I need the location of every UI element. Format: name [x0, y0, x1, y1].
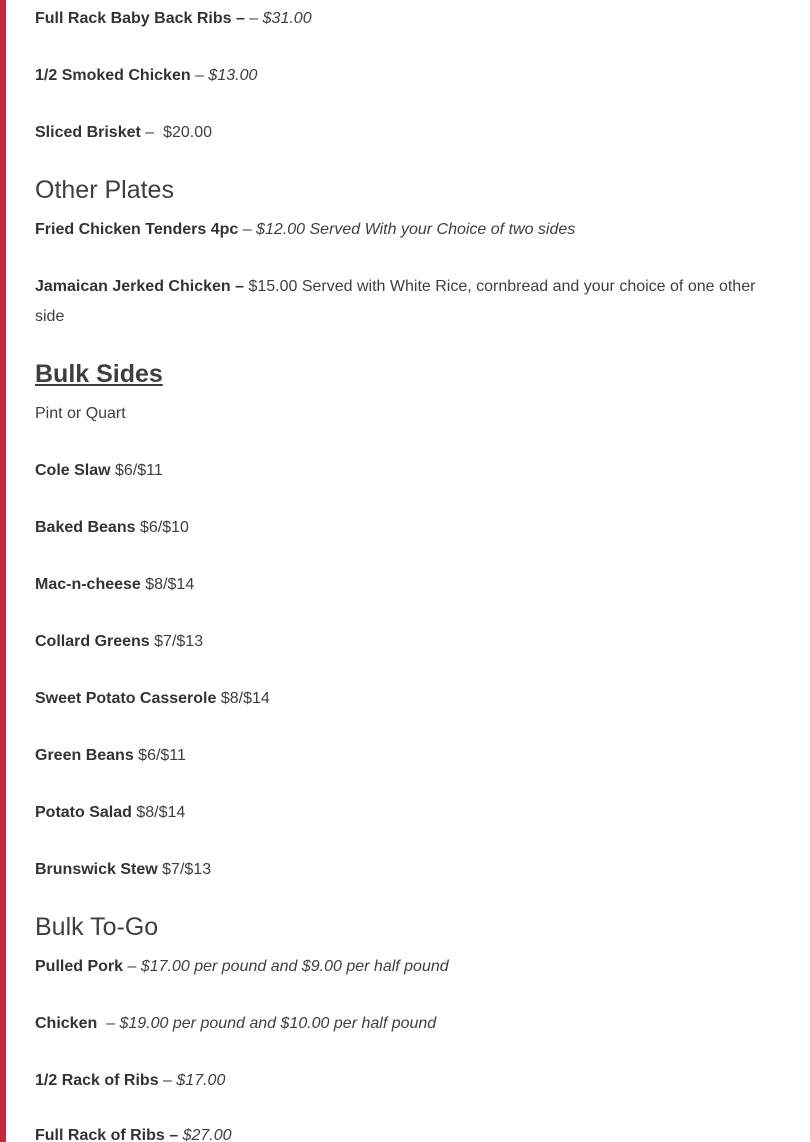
menu-item	[35, 61, 257, 91]
item-price: $8/$14	[216, 690, 270, 707]
item-price: $27.00	[182, 1127, 232, 1142]
item-separator: –	[123, 958, 141, 975]
item-price: $19.00 per pound and $10.00 per half pound	[119, 1015, 437, 1032]
item-name: Full Rack of Ribs –	[35, 1127, 179, 1142]
item-separator: –	[238, 221, 257, 238]
item-price: $6/$10	[135, 519, 189, 536]
item-price: $7/$13	[149, 633, 204, 650]
item-name: Green Beans	[35, 747, 134, 764]
item-price: $8/$14	[131, 804, 186, 821]
item-name: 1/2 Rack of Ribs	[35, 1072, 159, 1089]
side-item	[35, 684, 270, 714]
side-item	[35, 855, 211, 885]
to-go-item	[35, 952, 449, 982]
item-price: $17.00 per pound and $9.00 per half pound	[140, 958, 449, 975]
item-price: $8/$14	[140, 576, 195, 593]
section-heading-bulk-sides: Bulk Sides	[35, 360, 163, 388]
item-price: $20.00	[163, 124, 212, 141]
item-name: Pulled Pork	[35, 958, 124, 975]
item-name: Sweet Potato Casserole	[35, 690, 217, 707]
item-separator: –	[97, 1015, 120, 1032]
item-name: 1/2 Smoked Chicken	[35, 67, 191, 84]
to-go-item	[35, 1066, 225, 1096]
to-go-item	[35, 1009, 436, 1039]
item-name: Baked Beans	[35, 519, 136, 536]
item-name: Sliced Brisket	[35, 124, 141, 141]
item-separator: –	[140, 124, 164, 141]
menu-item	[35, 4, 312, 34]
side-item	[35, 627, 203, 657]
section-heading-bulk-to-go: Bulk To-Go	[35, 913, 159, 941]
menu-item	[35, 272, 785, 332]
item-price: $17.00	[176, 1072, 226, 1089]
section-subtitle: Pint or Quart	[35, 405, 126, 422]
item-name: Cole Slaw	[35, 462, 111, 479]
side-item	[35, 513, 189, 543]
item-name: Collard Greens	[35, 633, 150, 650]
item-name: Full Rack Baby Back Ribs –	[35, 10, 245, 27]
item-separator: –	[190, 67, 209, 84]
item-name: Jamaican Jerked Chicken –	[35, 278, 245, 295]
to-go-item	[35, 1121, 232, 1142]
side-item	[35, 741, 186, 771]
side-item	[35, 456, 163, 486]
left-accent-bar	[0, 0, 6, 1142]
item-name: Potato Salad	[35, 804, 132, 821]
item-price: $6/$11	[110, 462, 163, 479]
item-name: Brunswick Stew	[35, 861, 158, 878]
item-separator: –	[244, 10, 263, 27]
side-item	[35, 570, 194, 600]
item-price: $13.00	[208, 67, 258, 84]
menu-item	[35, 118, 212, 148]
menu-item	[35, 215, 575, 245]
item-price: $7/$13	[157, 861, 212, 878]
item-separator: –	[158, 1072, 177, 1089]
item-price: $6/$11	[133, 747, 186, 764]
item-name: Chicken	[35, 1015, 98, 1032]
section-heading-other-plates: Other Plates	[35, 176, 174, 204]
item-description: $15.00 Served with White Rice, cornbread and your choice of one other side	[35, 278, 756, 325]
item-price: $31.00	[262, 10, 312, 27]
side-item	[35, 798, 185, 828]
item-name: Mac-n-cheese	[35, 576, 141, 593]
item-description: $12.00 Served With your Choice of two sides	[256, 221, 576, 238]
item-name: Fried Chicken Tenders 4pc	[35, 221, 239, 238]
